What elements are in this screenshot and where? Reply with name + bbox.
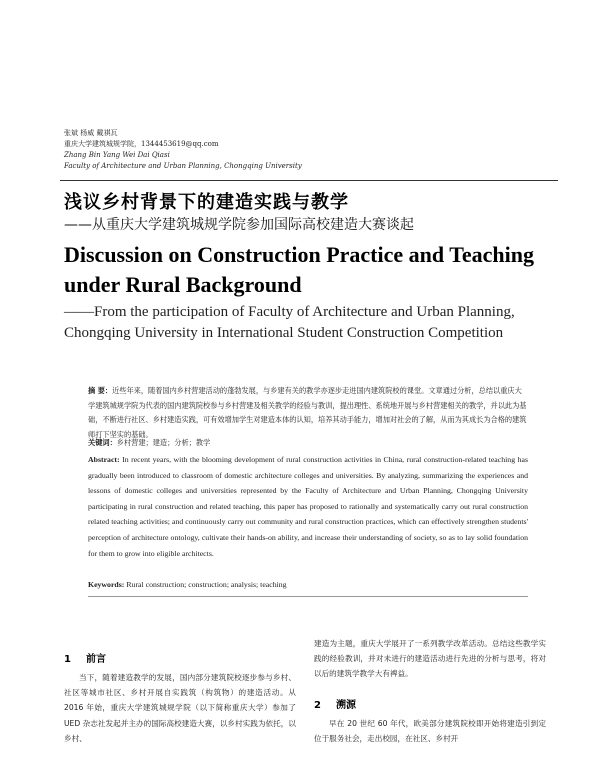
title-en: Discussion on Construction Practice and Teaching under Rural Background <box>64 242 534 297</box>
section-2-text: 早在 20 世纪 60 年代，欧美部分建筑院校即开始将建造引到定位于服务社会，走出校园，在社区、乡村开 <box>314 719 546 744</box>
abstract-cn-label: 摘 要： <box>88 386 113 395</box>
abstract-cn-text: 近些年来，随着国内乡村营建活动的蓬勃发展，与乡建有关的教学亦逐步走进国内建筑院校的课堂。文章通过分析，总结以重庆大学建筑城规学院为代表的国内建筑院校参与乡村营建及相关教学的经验与教训，提出理性、系统地开展与乡村营建相关的教学，并以此为基础，不断进行社区、乡村建造实践，可有效增加学生对建造本体的认知，培养其动手能力，增加对社会的了解，从而为其成长为合格的建筑师打下坚实的基础。 <box>88 386 527 439</box>
title-cn: 浅议乡村背景下的建造实践与教学 <box>64 192 349 213</box>
header-rule <box>60 180 558 181</box>
abstract-cn <box>88 384 528 442</box>
section-1-text: 当下，随着建造教学的发展，国内部分建筑院校逐步参与乡村、社区等城市社区、乡村开展自实践筑（构筑物）的建造活动。从 2016 年始，重庆大学建筑城规学院（以下简称重庆大学）参加了 UED 杂志社发起并主办的国际高校建造大赛，以乡村实践为依托，以乡村、 <box>64 673 296 743</box>
section-1-text-continued: 建造为主题，重庆大学展开了一系列教学改革活动。总结这些教学实践的经验教训，并对未进行的建造活动进行先进的分析与思考，将对以后的建筑学教学大有裨益。 <box>314 639 546 679</box>
abstract-en-text: In recent years, with the blooming development of rural construction activities in China, rural construction-related teaching has gradually been introduced to classroom of domestic architecture colleges and universities. By analyzing, summarizing the experiences and lessons of domestic colleges and universities represented by the Faculty of Architecture and Urban Planning, Chongqing University participating in rural construction and related teaching, this paper has proposed to rationally and systematically carry out rural construction related teaching activities; and continuously carry out community and rural construction practices, which can effectively strengthen students' perception of architecture ontology, cultivate their hands-on ability, and increase their understanding of society, so as to lay solid foundation for them to grow into eligible architects. <box>88 455 528 558</box>
keywords-en-label: Keywords: <box>88 580 125 589</box>
section-1-heading <box>64 650 106 665</box>
author-affiliation-en: Faculty of Architecture and Urban Planning, Chongqing University <box>64 162 302 170</box>
keywords-cn-label: 关键词： <box>88 438 117 447</box>
author-block <box>64 128 302 172</box>
keywords-cn <box>88 438 528 448</box>
subtitle-en: ——From the participation of Faculty of Architecture and Urban Planning, Chongqing University in International Student Construction Competition <box>64 304 515 341</box>
subtitle-cn: ——从重庆大学建筑城规学院参加国际高校建造大赛谈起 <box>64 217 414 233</box>
abstract-en <box>88 452 528 561</box>
author-affiliation-cn: 重庆大学建筑城规学院，1344453619@qq.com <box>64 140 219 148</box>
abstract-rule <box>88 596 528 597</box>
author-names-en: Zhang Bin Yang Wei Dai Qiasi <box>64 151 170 159</box>
author-names-cn: 张斌 杨威 戴祺瓦 <box>64 129 118 137</box>
keywords-en <box>88 580 528 589</box>
keywords-en-text: Rural construction; construction; analysis; teaching <box>126 580 287 589</box>
keywords-cn-text: 乡村营建；建造；分析；教学 <box>116 438 211 447</box>
section-2-number: 2 <box>314 700 321 711</box>
section-1-title: 前言 <box>86 654 106 665</box>
section-1-number: 1 <box>64 654 71 665</box>
section-2-heading <box>314 696 356 711</box>
section-2-title: 溯源 <box>336 700 356 711</box>
abstract-en-label: Abstract: <box>88 455 120 464</box>
